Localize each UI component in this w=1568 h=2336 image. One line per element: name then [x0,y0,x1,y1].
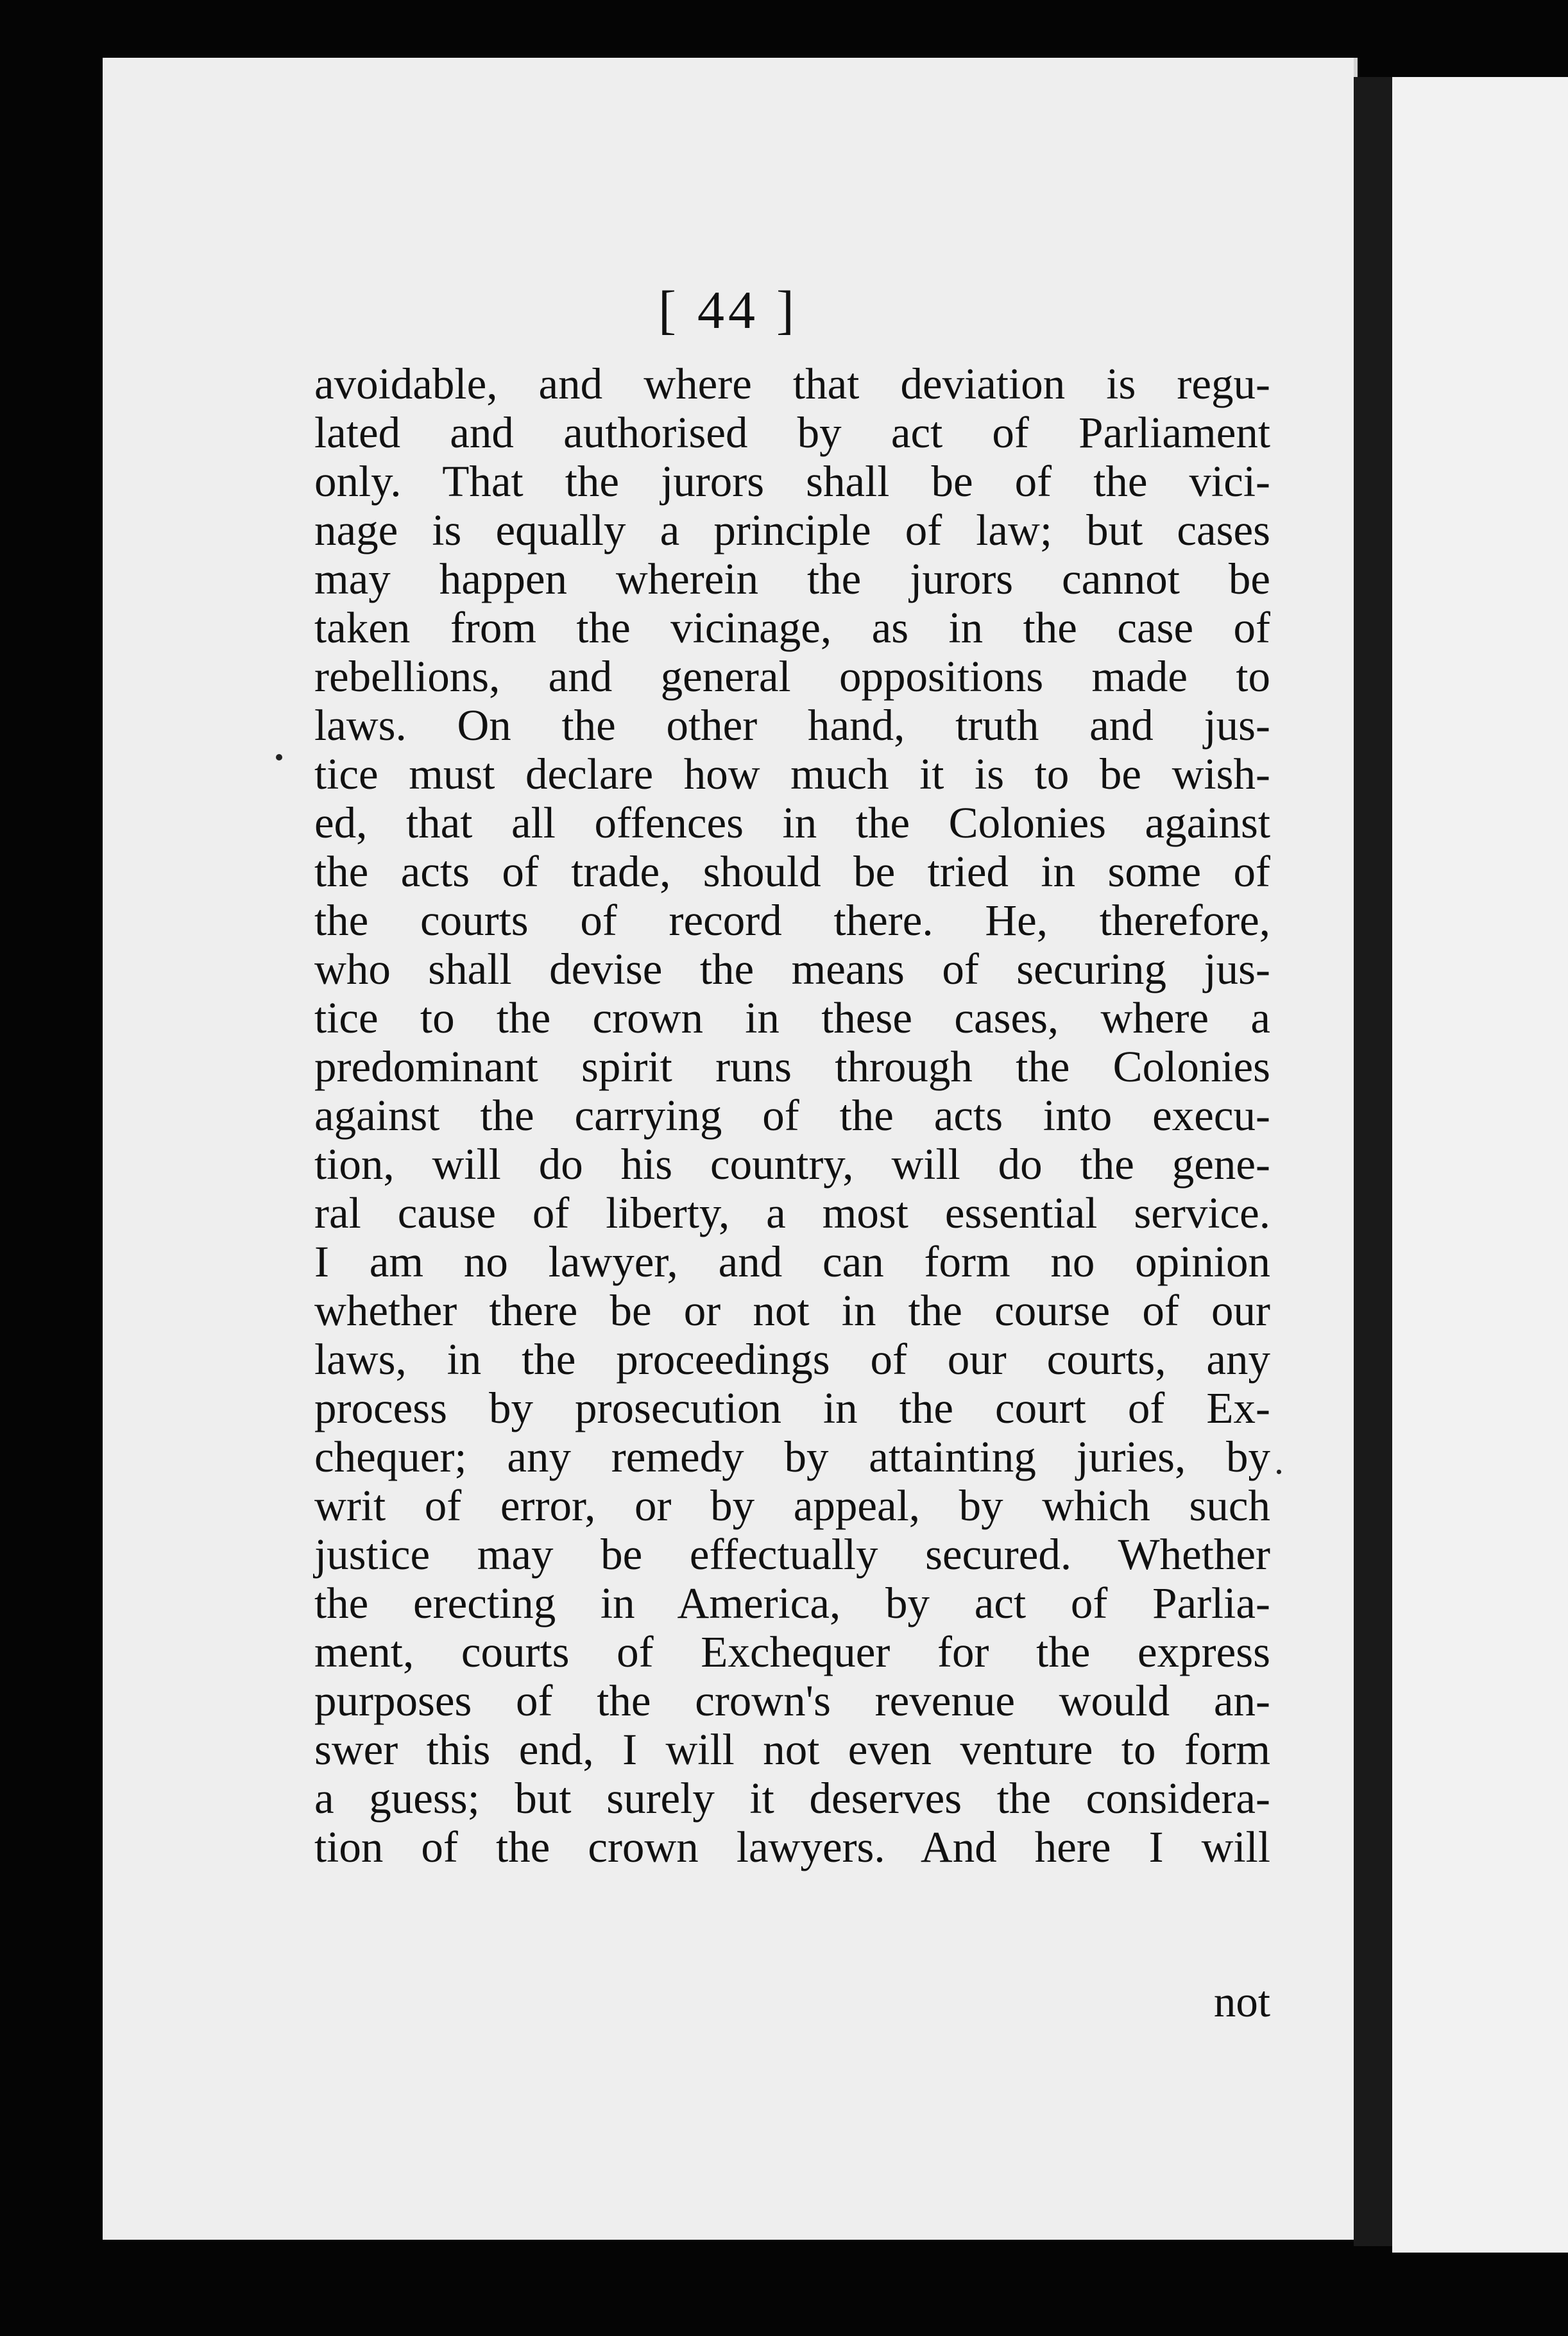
text-line: a guess; but surely it deserves the considera- [314,1774,1270,1823]
text-line: swer this end, I will not even venture to form [314,1725,1270,1774]
text-line: nage is equally a principle of law; but cases [314,506,1270,554]
facing-page-edge [1392,77,1568,2253]
text-line: whether there be or not in the course of our [314,1286,1270,1335]
text-line: ed, that all offences in the Colonies against [314,798,1270,847]
body-text [314,359,1270,1871]
text-line: justice may be effectually secured. Whether [314,1530,1270,1579]
book-gutter [1354,77,1392,2246]
text-line: who shall devise the means of securing jus- [314,945,1270,993]
text-line: laws. On the other hand, truth and jus- [314,701,1270,750]
text-line: ral cause of liberty, a most essential service. [314,1189,1270,1237]
text-line: laws, in the proceedings of our courts, any [314,1335,1270,1384]
text-line: taken from the vicinage, as in the case of [314,603,1270,652]
text-line: ment, courts of Exchequer for the express [314,1627,1270,1676]
text-line: lated and authorised by act of Parliament [314,408,1270,457]
ink-speck [276,754,282,760]
text-line: the courts of record there. He, therefore, [314,896,1270,945]
text-line: against the carrying of the acts into execu- [314,1091,1270,1140]
text-line: avoidable, and where that deviation is regu- [314,359,1270,408]
text-line: only. That the jurors shall be of the vici- [314,457,1270,506]
text-line: the erecting in America, by act of Parlia- [314,1579,1270,1627]
text-line: I am no lawyer, and can form no opinion [314,1237,1270,1286]
text-line: rebellions, and general oppositions made to [314,652,1270,701]
catchword: not [1213,1977,1270,2026]
text-line: tice must declare how much it is to be wish- [314,750,1270,798]
text-line: process by prosecution in the court of Ex- [314,1384,1270,1432]
text-line: purposes of the crown's revenue would an- [314,1676,1270,1725]
text-line: may happen wherein the jurors cannot be [314,554,1270,603]
text-line: chequer; any remedy by attainting juries, by [314,1432,1270,1481]
text-line: writ of error, or by appeal, by which such [314,1481,1270,1530]
book-page [103,58,1358,2240]
page-number: [ 44 ] [658,280,798,340]
text-line: tion, will do his country, will do the gene- [314,1140,1270,1189]
text-line: predominant spirit runs through the Colonies [314,1042,1270,1091]
text-line: tice to the crown in these cases, where a [314,993,1270,1042]
text-line: the acts of trade, should be tried in some of [314,847,1270,896]
ink-speck [1277,1470,1281,1474]
text-line: tion of the crown lawyers. And here I will [314,1823,1270,1871]
